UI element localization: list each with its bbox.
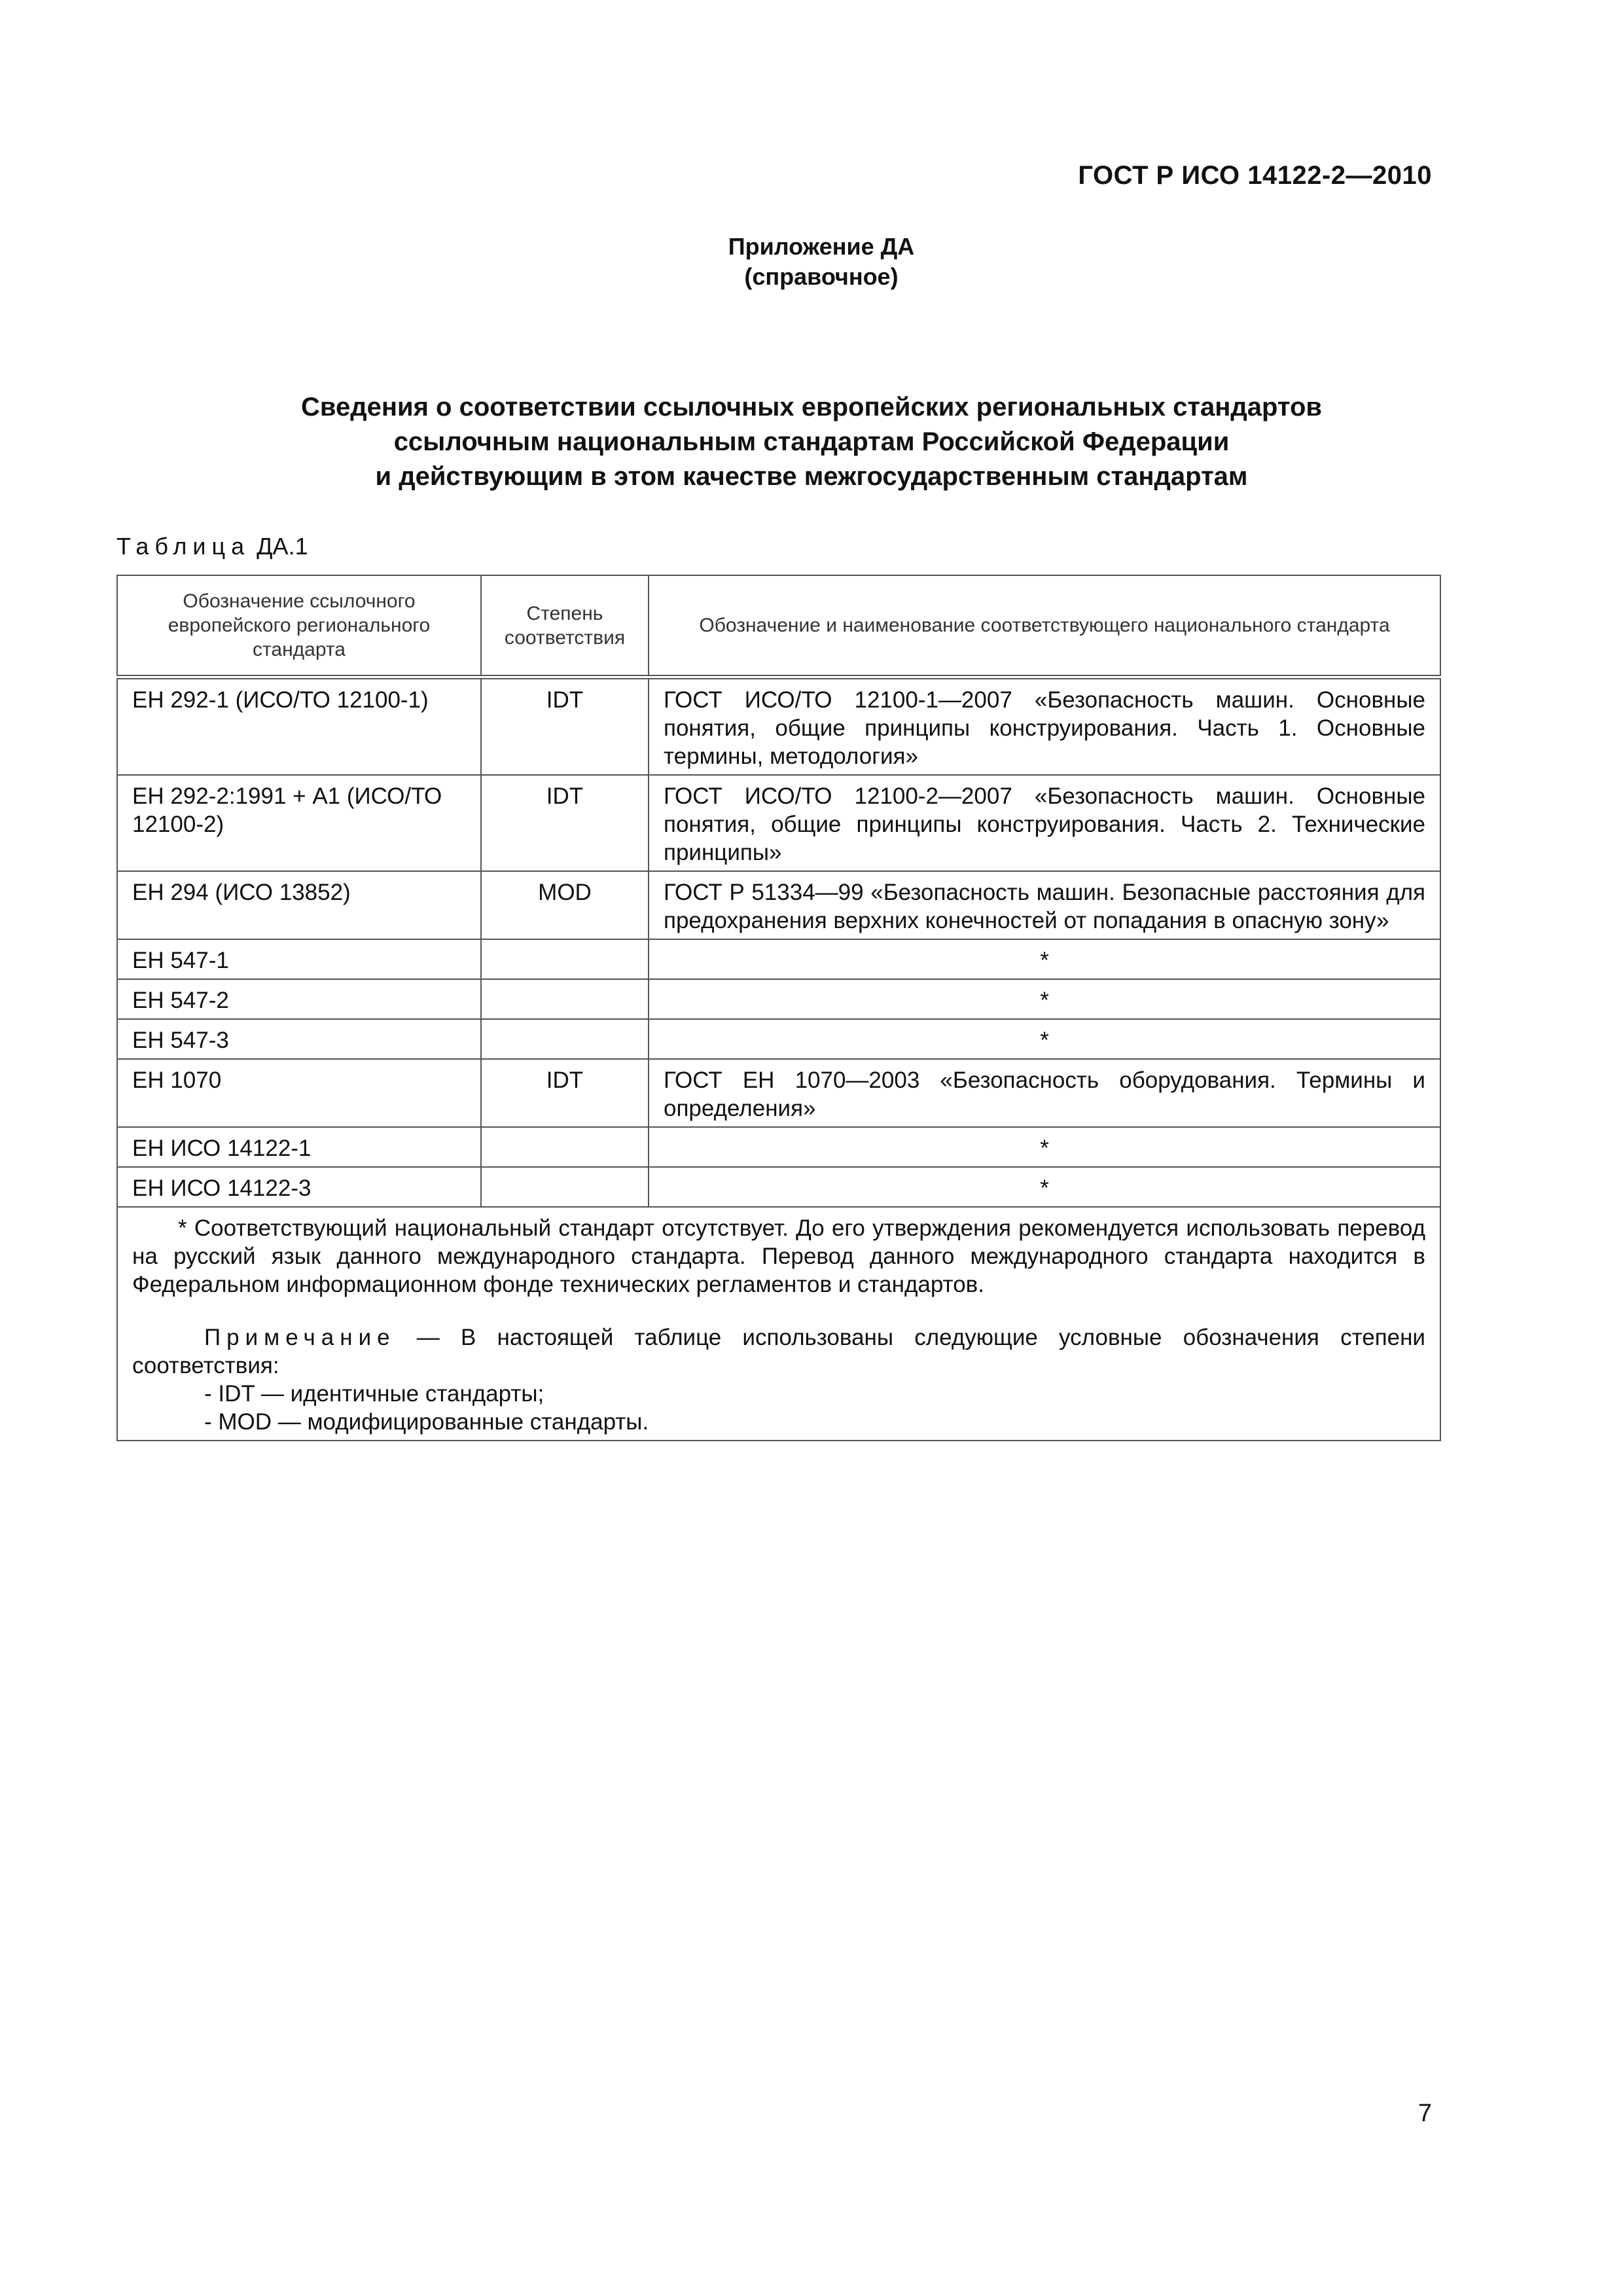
footnote-text: * Соответствующий национальный стандарт отсутствует. До его утверждения рекомендуется использовать перевод на русский язык данного международного стандарта. Перевод данного международного стандарта находится в Федеральном информационном фонде технических регламентов и стандартов. — [132, 1215, 1425, 1297]
note-label: Примечание — [204, 1325, 396, 1350]
note-item: - IDT — идентичные стандарты; — [204, 1381, 544, 1407]
table-row — [117, 775, 1440, 871]
header-national-standard: Обозначение и наименование соответствующего национального стандарта — [649, 575, 1440, 677]
degree-cell: IDT — [481, 677, 649, 776]
table-header-row — [117, 575, 1440, 677]
table-row — [117, 1167, 1440, 1207]
national-standard-cell: * — [649, 1019, 1440, 1059]
national-standard-cell: ГОСТ ЕН 1070—2003 «Безопасность оборудования. Термины и определения» — [649, 1059, 1440, 1127]
ref-standard-cell: ЕН 547-1 — [117, 939, 481, 979]
national-standard-cell: ГОСТ Р 51334—99 «Безопасность машин. Безопасные расстояния для предохранения верхних конечностей от попадания в опасную зону» — [649, 871, 1440, 939]
page-number: 7 — [1418, 2100, 1432, 2127]
degree-cell: IDT — [481, 775, 649, 871]
annex-heading — [0, 232, 1623, 292]
national-standard-cell: * — [649, 1127, 1440, 1167]
ref-standard-cell: ЕН 292-1 (ИСО/ТО 12100-1) — [117, 677, 481, 776]
table-footer-row — [117, 1207, 1440, 1441]
national-standard-cell: ГОСТ ИСО/ТО 12100-2—2007 «Безопасность машин. Основные понятия, общие принципы конструирования. Часть 2. Технические принципы» — [649, 775, 1440, 871]
title-line: Сведения о соответствии ссылочных европейских региональных стандартов — [301, 393, 1322, 422]
degree-cell: IDT — [481, 1059, 649, 1127]
national-standard-cell: * — [649, 1167, 1440, 1207]
table-row — [117, 979, 1440, 1019]
ref-standard-cell: ЕН 292-2:1991 + А1 (ИСО/ТО 12100-2) — [117, 775, 481, 871]
national-standard-cell: * — [649, 979, 1440, 1019]
table-row — [117, 1127, 1440, 1167]
degree-cell — [481, 1127, 649, 1167]
ref-standard-cell: ЕН 547-3 — [117, 1019, 481, 1059]
table-row — [117, 1059, 1440, 1127]
note-text — [132, 1323, 1425, 1380]
national-standard-cell: * — [649, 939, 1440, 979]
table-row — [117, 1019, 1440, 1059]
ref-standard-cell: ЕН 547-2 — [117, 979, 481, 1019]
document-code: ГОСТ Р ИСО 14122-2—2010 — [1078, 161, 1432, 190]
table-row — [117, 871, 1440, 939]
annex-subtitle: (справочное) — [744, 263, 899, 290]
ref-standard-cell: ЕН 294 (ИСО 13852) — [117, 871, 481, 939]
national-standard-cell: ГОСТ ИСО/ТО 12100-1—2007 «Безопасность машин. Основные понятия, общие принципы конструирования. Часть 1. Основные термины, методология» — [649, 677, 1440, 776]
title-line: и действующим в этом качестве межгосударственным стандартам — [375, 462, 1248, 491]
table-row — [117, 677, 1440, 776]
table-caption-number: ДА.1 — [257, 533, 308, 560]
note-item: - MOD — модифицированные стандарты. — [204, 1409, 649, 1435]
annex-title: Приложение ДА — [728, 233, 915, 260]
table-footnote-cell — [117, 1207, 1440, 1441]
degree-cell: MOD — [481, 871, 649, 939]
degree-cell — [481, 979, 649, 1019]
degree-cell — [481, 939, 649, 979]
header-ref-standard: Обозначение ссылочного европейского регионального стандарта — [117, 575, 481, 677]
degree-cell — [481, 1167, 649, 1207]
degree-cell — [481, 1019, 649, 1059]
title-line: ссылочным национальным стандартам Российской Федерации — [393, 427, 1230, 456]
correspondence-table — [116, 575, 1441, 1441]
header-degree: Степень соответствия — [481, 575, 649, 677]
ref-standard-cell: ЕН ИСО 14122-3 — [117, 1167, 481, 1207]
ref-standard-cell: ЕН 1070 — [117, 1059, 481, 1127]
ref-standard-cell: ЕН ИСО 14122-1 — [117, 1127, 481, 1167]
table-caption-word: Таблица — [116, 533, 251, 560]
document-title — [0, 390, 1623, 494]
note-body: — В настоящей таблице использованы следующие условные обозначения степени соответствия: — [132, 1325, 1425, 1378]
table-row — [117, 939, 1440, 979]
table-caption — [116, 533, 308, 560]
